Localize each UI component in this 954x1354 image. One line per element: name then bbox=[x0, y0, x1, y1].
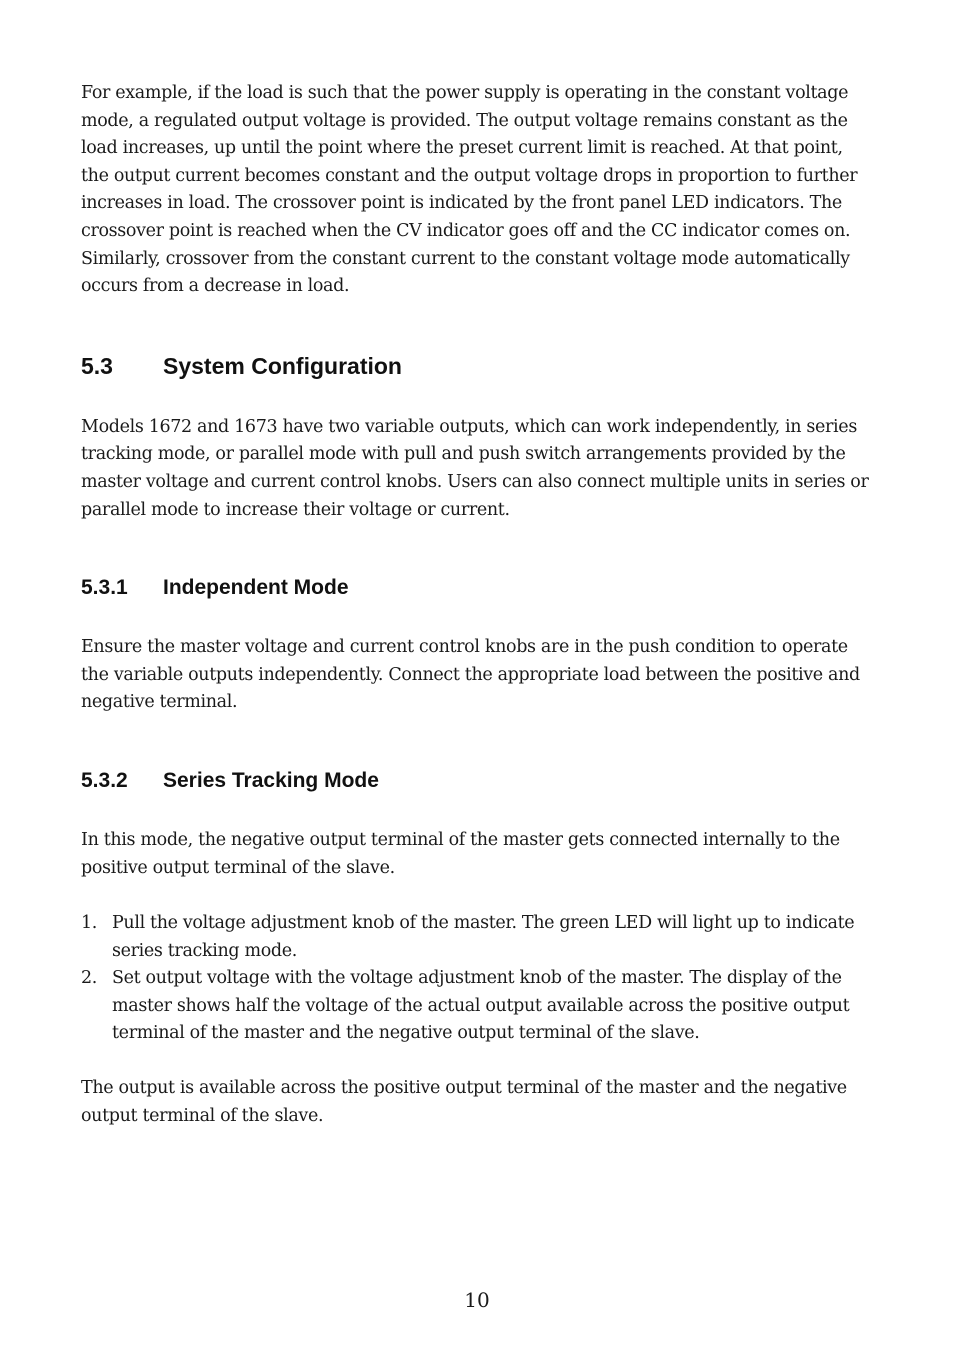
section-number: 5.3.2 bbox=[81, 768, 128, 792]
section-title: Independent Mode bbox=[163, 576, 349, 600]
section-heading-5-3-2 bbox=[81, 769, 871, 793]
section-5-3-2-body: In this mode, the negative output terminal of the master gets connected internally to the positive output terminal of the slave. bbox=[81, 829, 840, 878]
document-page bbox=[81, 80, 871, 1130]
page-number: 10 bbox=[464, 1288, 490, 1312]
section-heading-5-3-1 bbox=[81, 576, 871, 600]
section-title: Series Tracking Mode bbox=[163, 768, 379, 792]
section-5-3-body: Models 1672 and 1673 have two variable outputs, which can work independently, in series tracking mode, or parallel mode with pull and push switch arrangements provided by the master voltage and current control knobs. Users can also connect multiple units in series or parallel mode to increase their voltage or current. bbox=[81, 416, 869, 520]
list-item-text: Set output voltage with the voltage adjustment knob of the master. The display of the master shows half the voltage of the actual output available across the positive output terminal of the master and the negative output terminal of the slave. bbox=[112, 968, 850, 1044]
steps-list bbox=[81, 910, 871, 1048]
section-number: 5.3.1 bbox=[81, 576, 128, 600]
section-number: 5.3 bbox=[81, 352, 113, 379]
list-marker: 1. bbox=[81, 913, 97, 934]
list-item bbox=[81, 910, 871, 965]
section-heading-5-3 bbox=[81, 353, 871, 380]
section-title: System Configuration bbox=[163, 352, 402, 379]
list-item bbox=[81, 965, 871, 1048]
list-marker: 2. bbox=[81, 968, 97, 989]
section-5-3-1-body: Ensure the master voltage and current control knobs are in the push condition to operate the variable outputs independently. Connect the appropriate load between the positive and negative terminal. bbox=[81, 637, 860, 713]
intro-paragraph: For example, if the load is such that the power supply is operating in the constant voltage mode, a regulated output voltage is provided. The output voltage remains constant as the load increases, up until the point where the preset current limit is reached. At that point, the output current becomes constant and the output voltage drops in proportion to further increases in load. The crossover point is indicated by the front panel LED indicators. The crossover point is reached when the CV indicator goes off and the CC indicator comes on. Similarly, crossover from the constant current to the constant voltage mode automatically occurs from a decrease in load. bbox=[81, 83, 858, 297]
section-5-3-2-closing: The output is available across the positive output terminal of the master and the negative output terminal of the slave. bbox=[81, 1078, 847, 1126]
list-item-text: Pull the voltage adjustment knob of the master. The green LED will light up to indicate series tracking mode. bbox=[112, 913, 855, 961]
